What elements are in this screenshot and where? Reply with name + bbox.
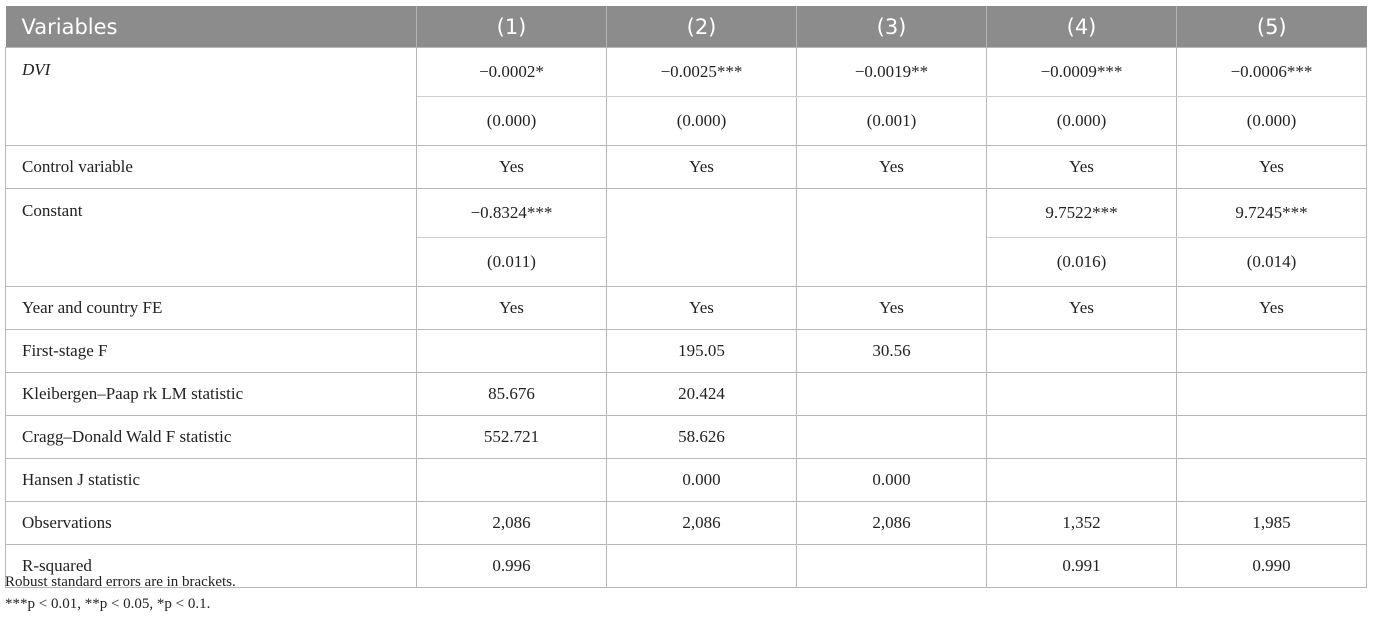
cell-constant-coef-5: 9.7245*** [1177,189,1367,238]
cell-r2-1: 0.996 [417,545,607,588]
cell-fe-5: Yes [1177,287,1367,330]
header-col-1: (1) [417,6,607,48]
cell-kp-5 [1177,373,1367,416]
row-label-kp: Kleibergen–Paap rk LM statistic [6,373,417,416]
row-label-hansen: Hansen J statistic [6,459,417,502]
cell-fe-2: Yes [607,287,797,330]
row-label-dvi: DVI [6,48,417,146]
cell-cd-2: 58.626 [607,416,797,459]
note-robust-se: Robust standard errors are in brackets. [5,574,236,590]
cell-cd-1: 552.721 [417,416,607,459]
cell-kp-1: 85.676 [417,373,607,416]
cell-dvi-coef-1: −0.0002* [417,48,607,97]
cell-dvi-se-5: (0.000) [1177,97,1367,146]
cell-kp-2: 20.424 [607,373,797,416]
cell-obs-2: 2,086 [607,502,797,545]
row-label-first-stage: First-stage F [6,330,417,373]
row-label-control: Control variable [6,146,417,189]
table-row-first-stage [6,330,1367,373]
cell-control-3: Yes [797,146,987,189]
cell-constant-se-1: (0.011) [417,238,607,287]
cell-constant-coef-1: −0.8324*** [417,189,607,238]
cell-dvi-se-2: (0.000) [607,97,797,146]
table-notes [5,571,236,615]
header-row [6,6,1367,48]
cell-r2-2 [607,545,797,588]
cell-r2-5: 0.990 [1177,545,1367,588]
cell-cd-5 [1177,416,1367,459]
row-label-constant: Constant [6,189,417,287]
cell-constant-3 [797,189,987,287]
table-row-fe [6,287,1367,330]
cell-kp-3 [797,373,987,416]
row-label-fe: Year and country FE [6,287,417,330]
cell-r2-4: 0.991 [987,545,1177,588]
cell-dvi-coef-2: −0.0025*** [607,48,797,97]
cell-control-1: Yes [417,146,607,189]
table-row-kp [6,373,1367,416]
cell-cd-3 [797,416,987,459]
header-col-3: (3) [797,6,987,48]
cell-control-5: Yes [1177,146,1367,189]
header-col-4: (4) [987,6,1177,48]
cell-obs-3: 2,086 [797,502,987,545]
header-col-5: (5) [1177,6,1367,48]
header-col-2: (2) [607,6,797,48]
table-row-hansen [6,459,1367,502]
cell-obs-5: 1,985 [1177,502,1367,545]
cell-dvi-coef-4: −0.0009*** [987,48,1177,97]
cell-dvi-coef-5: −0.0006*** [1177,48,1367,97]
table-row-cd [6,416,1367,459]
results-table-wrapper [5,6,1366,588]
cell-dvi-se-4: (0.000) [987,97,1177,146]
note-significance: ***p < 0.01, **p < 0.05, *p < 0.1. [5,596,211,612]
cell-fe-1: Yes [417,287,607,330]
cell-control-4: Yes [987,146,1177,189]
table-row-constant-coef [6,189,1367,238]
row-label-observations: Observations [6,502,417,545]
cell-first-stage-2: 195.05 [607,330,797,373]
table-row-observations [6,502,1367,545]
cell-obs-1: 2,086 [417,502,607,545]
regression-table [5,6,1367,588]
cell-dvi-se-1: (0.000) [417,97,607,146]
cell-first-stage-5 [1177,330,1367,373]
table-row-control [6,146,1367,189]
cell-constant-se-5: (0.014) [1177,238,1367,287]
cell-hansen-5 [1177,459,1367,502]
cell-constant-2 [607,189,797,287]
row-label-cd: Cragg–Donald Wald F statistic [6,416,417,459]
cell-hansen-2: 0.000 [607,459,797,502]
cell-first-stage-1 [417,330,607,373]
cell-obs-4: 1,352 [987,502,1177,545]
cell-first-stage-3: 30.56 [797,330,987,373]
cell-hansen-3: 0.000 [797,459,987,502]
cell-hansen-1 [417,459,607,502]
cell-cd-4 [987,416,1177,459]
cell-fe-4: Yes [987,287,1177,330]
cell-dvi-coef-3: −0.0019** [797,48,987,97]
table-row-dvi-coef [6,48,1367,97]
cell-dvi-se-3: (0.001) [797,97,987,146]
header-variables: Variables [6,6,417,48]
cell-r2-3 [797,545,987,588]
cell-first-stage-4 [987,330,1177,373]
cell-constant-se-4: (0.016) [987,238,1177,287]
cell-constant-coef-4: 9.7522*** [987,189,1177,238]
cell-control-2: Yes [607,146,797,189]
cell-kp-4 [987,373,1177,416]
cell-hansen-4 [987,459,1177,502]
cell-fe-3: Yes [797,287,987,330]
row-label-r-squared: R-squared [6,545,417,588]
